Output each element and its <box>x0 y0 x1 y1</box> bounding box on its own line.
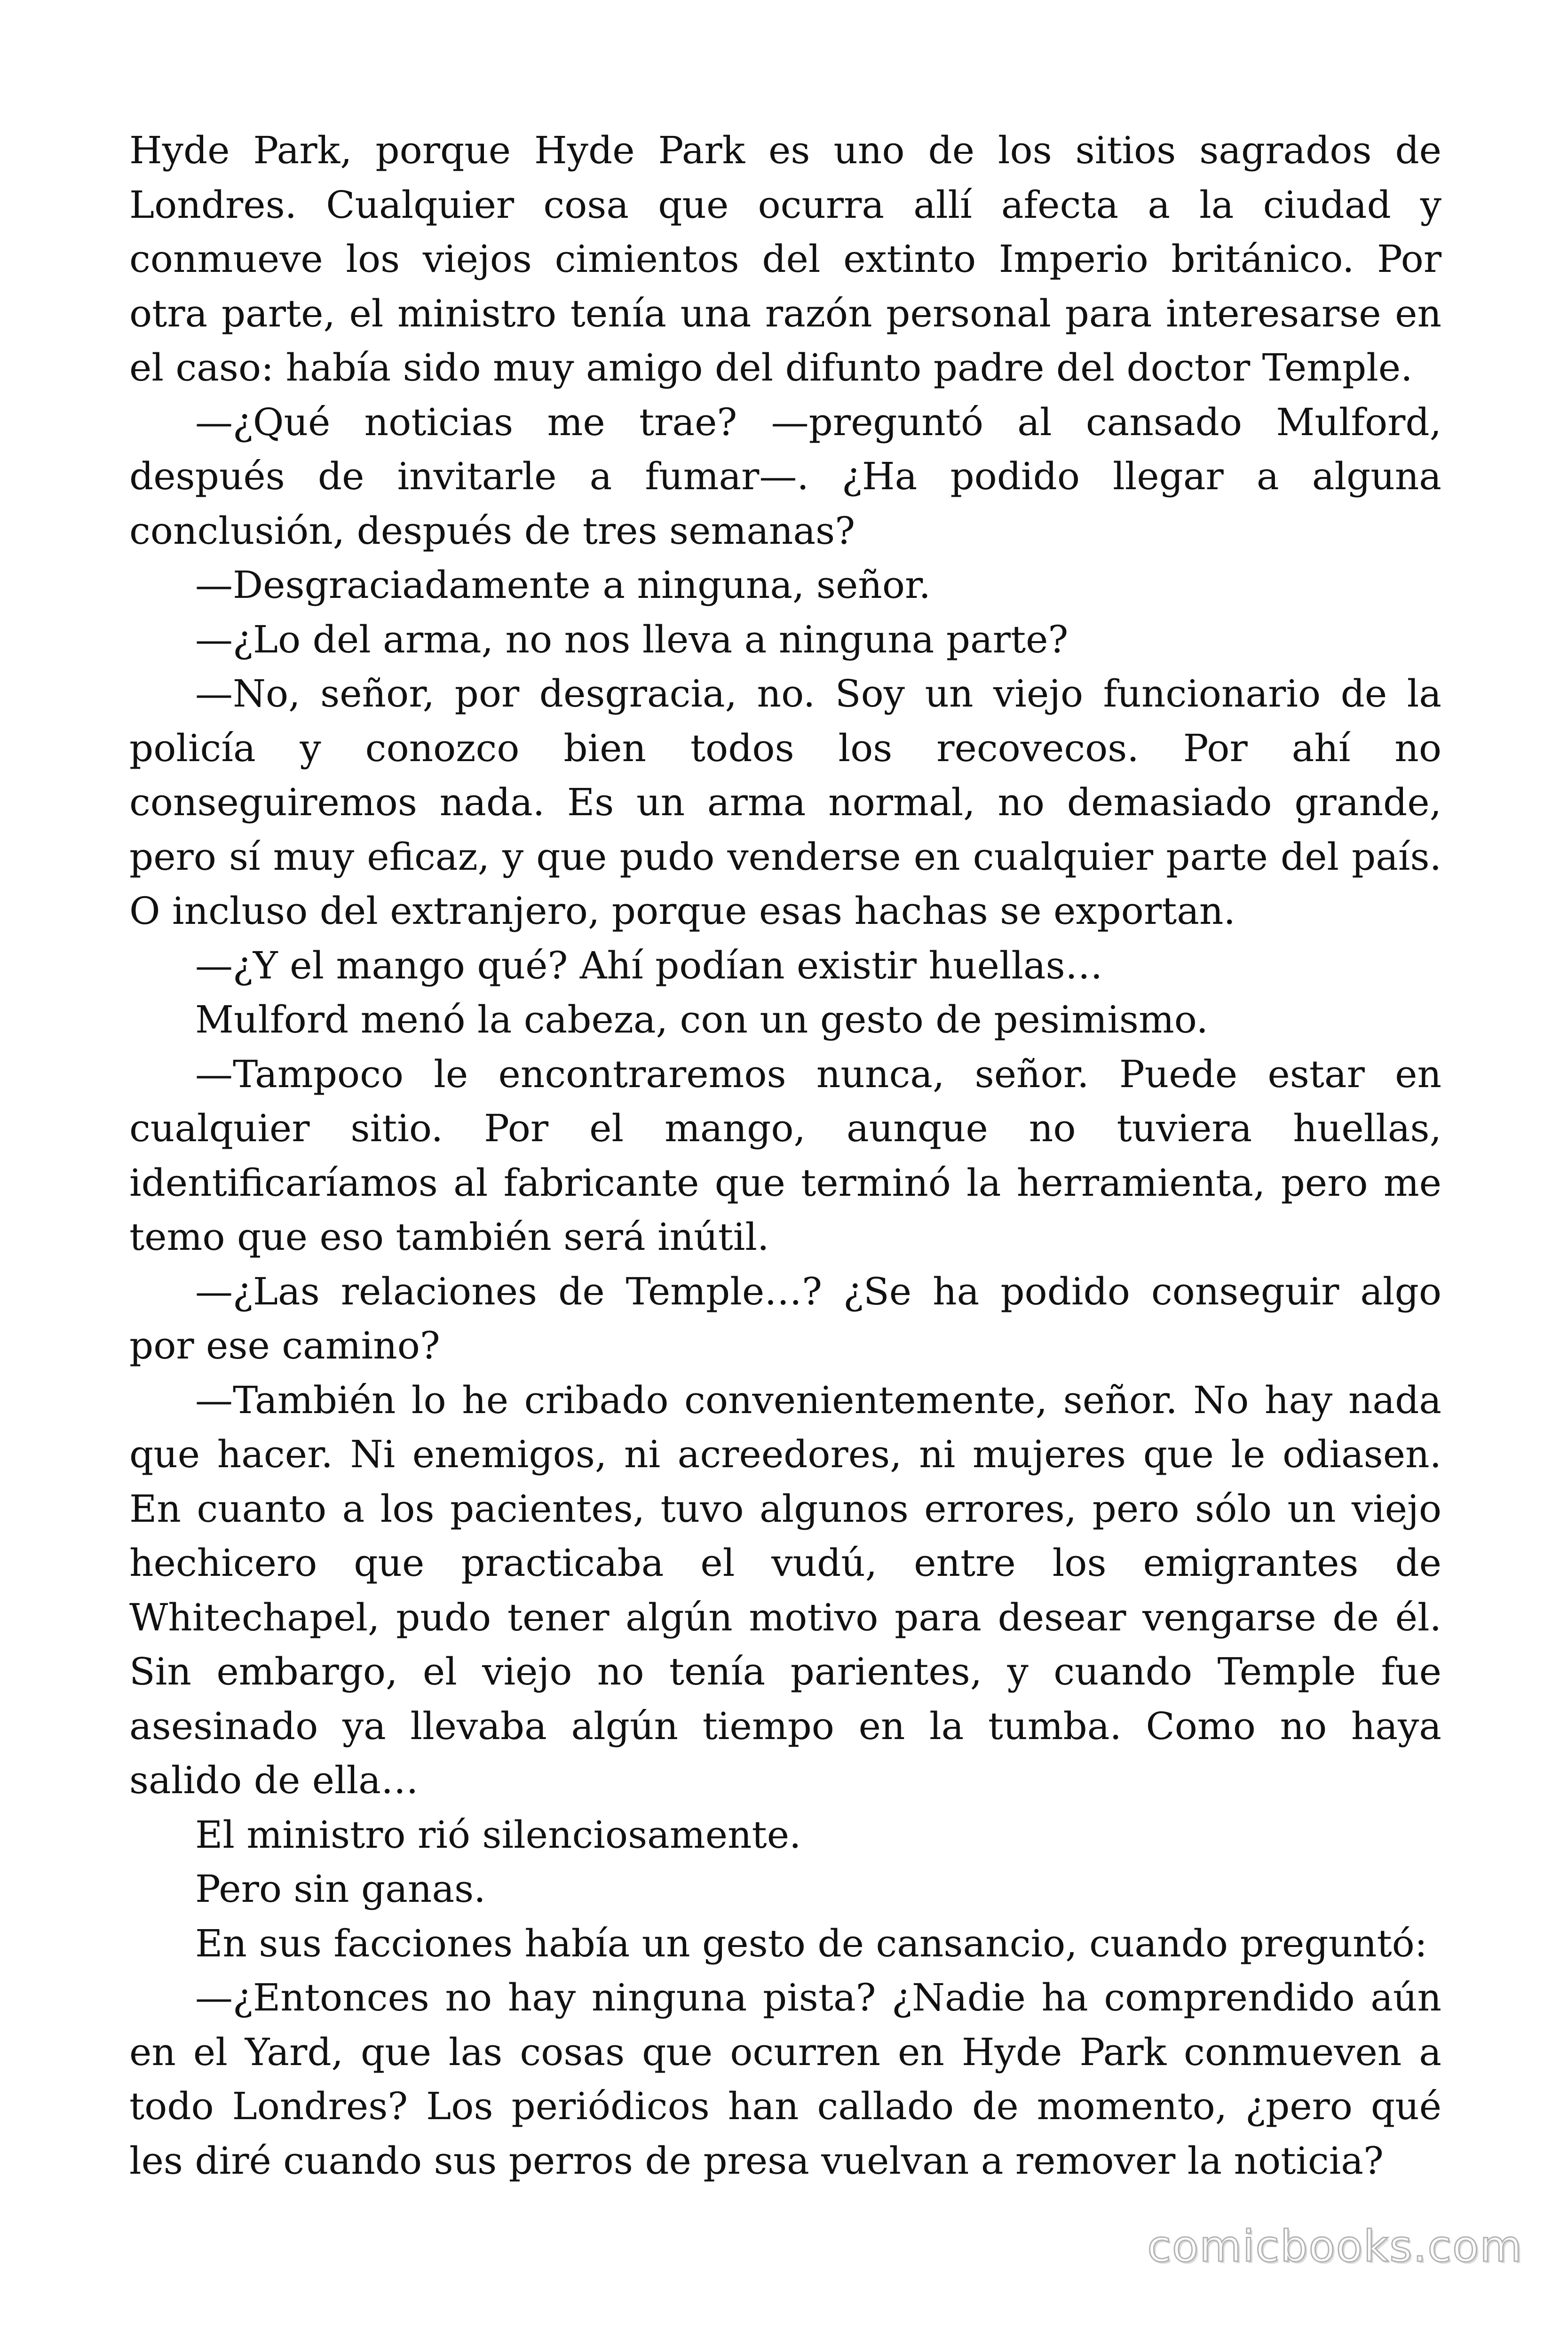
paragraph: —¿Y el mango qué? Ahí podían existir huellas… <box>195 943 1103 987</box>
paragraph: —Desgraciadamente a ninguna, señor. <box>195 563 931 607</box>
paragraph: Pero sin ganas. <box>195 1867 486 1911</box>
paragraph: —También lo he cribado convenientemente, señor. No hay nada que hacer. Ni enemigos, ni acreedores, ni mujeres que le odiasen. En cuanto a los pacientes, tuvo algunos errores, pero sólo un viejo hechicero que practicaba el vudú, entre los emigrantes de Whitechapel, pudo tener algún motivo para desear vengarse de él. Sin embargo, el viejo no tenía parientes, y cuando Temple fue asesinado ya llevaba algún tiempo en la tumba. Como no haya salido de ella… <box>129 1378 1441 1802</box>
watermark: comicbooks.com <box>1147 2221 1523 2272</box>
paragraph: —Tampoco le encontraremos nunca, señor. Puede estar en cualquier sitio. Por el mango, aunque no tuviera huellas, identificaríamos al fabricante que terminó la herramienta, pero me temo que eso también será inútil. <box>129 1052 1441 1259</box>
paragraph: En sus facciones había un gesto de cansancio, cuando preguntó: <box>195 1921 1427 1965</box>
paragraph: Mulford menó la cabeza, con un gesto de pesimismo. <box>195 998 1208 1041</box>
page-body <box>129 123 1441 2188</box>
paragraph: —¿Las relaciones de Temple…? ¿Se ha podido conseguir algo por ese camino? <box>129 1269 1441 1367</box>
paragraph: —¿Qué noticias me trae? —preguntó al cansado Mulford, después de invitarle a fumar—. ¿Ha podido llegar a alguna conclusión, después de tres semanas? <box>129 400 1441 553</box>
paragraph: Hyde Park, porque Hyde Park es uno de los sitios sagrados de Londres. Cualquier cosa que ocurra allí afecta a la ciudad y conmueve los viejos cimientos del extinto Imperio británico. Por otra parte, el ministro tenía una razón personal para interesarse en el caso: había sido muy amigo del difunto padre del doctor Temple. <box>129 128 1441 389</box>
paragraph: El ministro rió silenciosamente. <box>195 1812 801 1857</box>
paragraph: —¿Lo del arma, no nos lleva a ninguna parte? <box>195 617 1069 661</box>
paragraph: —¿Entonces no hay ninguna pista? ¿Nadie ha comprendido aún en el Yard, que las cosas que ocurren en Hyde Park conmueven a todo Londres? Los periódicos han callado de momento, ¿pero qué les diré cuando sus perros de presa vuelvan a remover la noticia? <box>129 1976 1441 2183</box>
paragraph: —No, señor, por desgracia, no. Soy un viejo funcionario de la policía y conozco bien todos los recovecos. Por ahí no conseguiremos nada. Es un arma normal, no demasiado grande, pero sí muy eficaz, y que pudo venderse en cualquier parte del país. O incluso del extranjero, porque esas hachas se exportan. <box>129 672 1441 933</box>
